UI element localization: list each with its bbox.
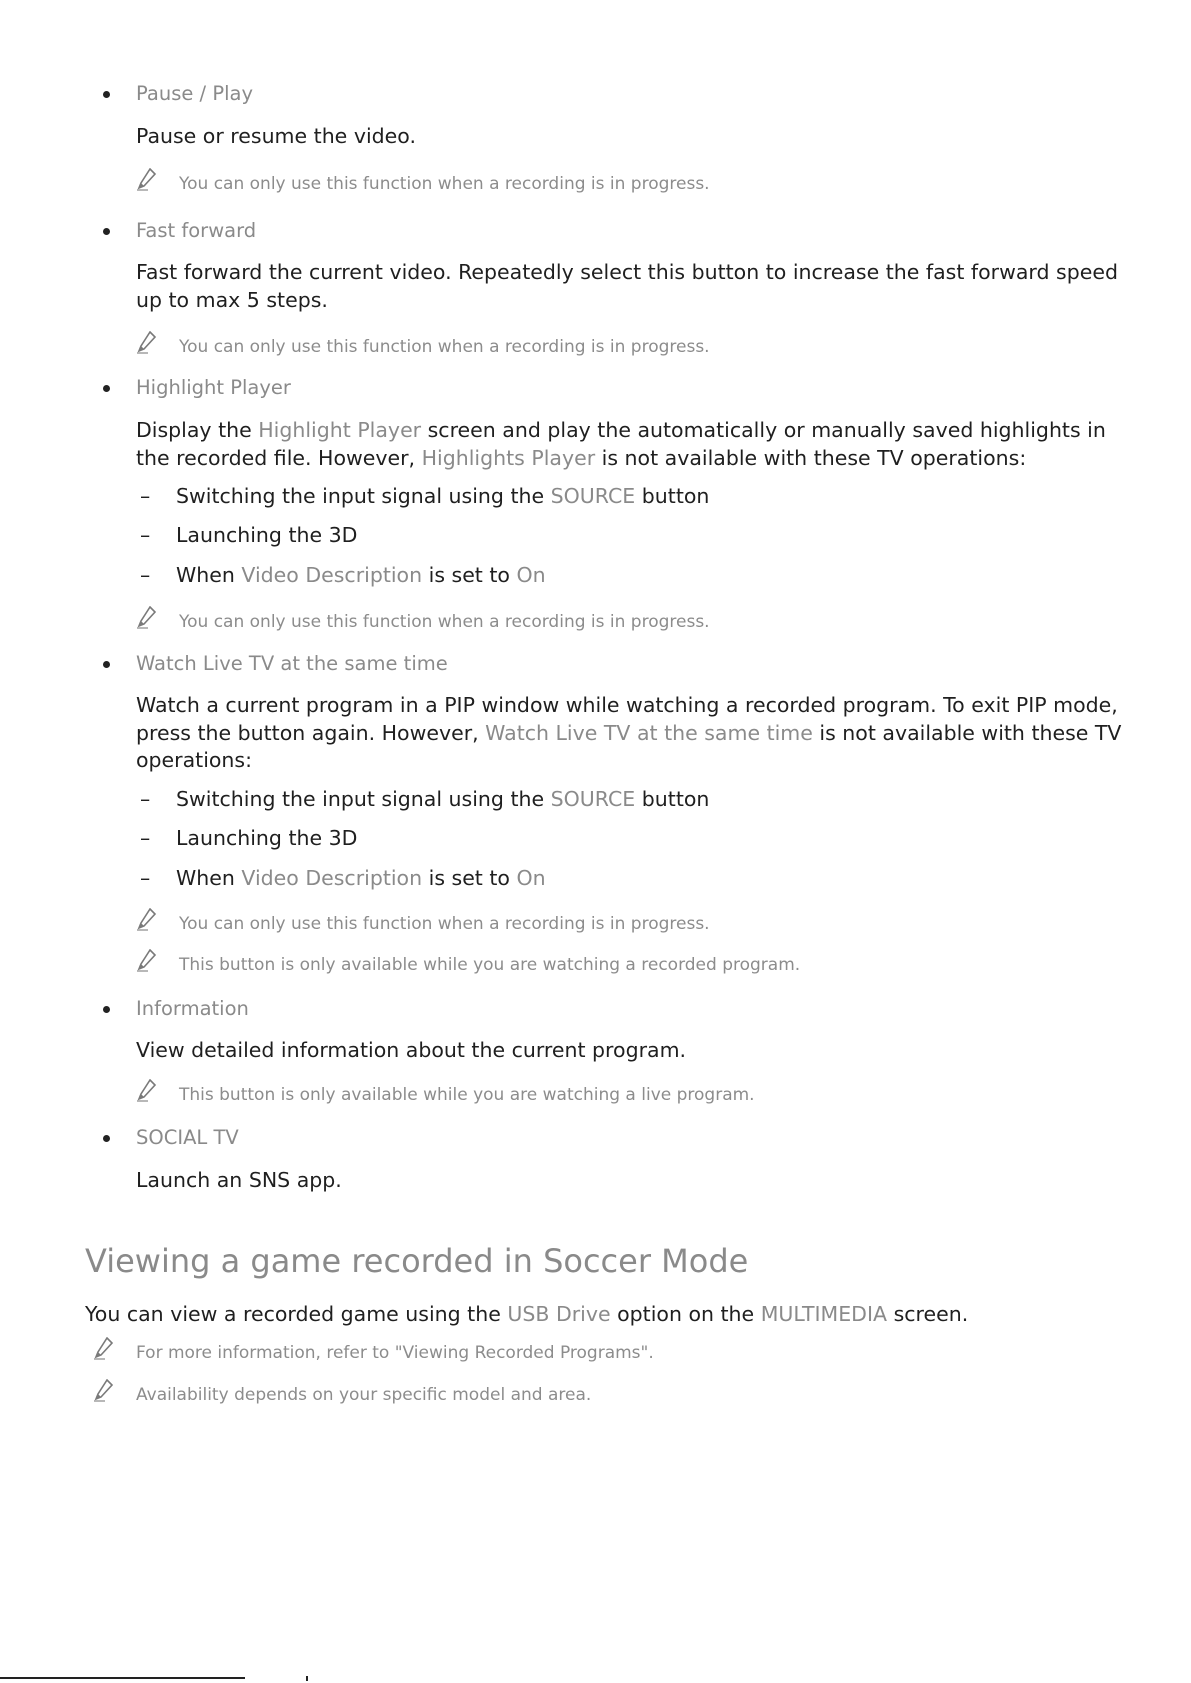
pencil-note-icon xyxy=(136,331,158,355)
bullet-icon xyxy=(103,1135,110,1142)
ui-term: Highlights Player xyxy=(421,446,596,470)
bullet-icon xyxy=(103,91,110,98)
text-run: screen. xyxy=(887,1302,969,1326)
note-text: This button is only available while you are watching a recorded program. xyxy=(179,955,801,975)
footer-rule xyxy=(0,1677,245,1679)
ui-term: USB Drive xyxy=(507,1302,611,1326)
dash-marker: – xyxy=(140,484,151,508)
text-run: is not available with these TV operations: xyxy=(595,446,1027,470)
text-run: Switching the input signal using the xyxy=(176,484,551,508)
sub-item-text xyxy=(176,787,709,811)
text-run: screen and play the automatically or manually saved highlights in xyxy=(421,418,1106,442)
ui-term: SOURCE xyxy=(550,484,636,508)
item-title-social-tv: SOCIAL TV xyxy=(136,1126,239,1149)
item-body: Launch an SNS app. xyxy=(136,1168,342,1192)
item-body: View detailed information about the current program. xyxy=(136,1038,687,1062)
item-body-line: Watch a current program in a PIP window while watching a recorded program. To exit PIP mode, xyxy=(136,693,1118,717)
note-text: For more information, refer to "Viewing Recorded Programs". xyxy=(136,1343,654,1363)
ui-term: Highlight Player xyxy=(258,418,422,442)
item-title-fast-forward: Fast forward xyxy=(136,219,257,242)
item-body-line: up to max 5 steps. xyxy=(136,288,328,312)
note-text: You can only use this function when a recording is in progress. xyxy=(179,337,710,357)
note-text: This button is only available while you are watching a live program. xyxy=(179,1085,755,1105)
bullet-icon xyxy=(103,1006,110,1013)
dash-marker: – xyxy=(140,787,151,811)
note-text: You can only use this function when a recording is in progress. xyxy=(179,914,710,934)
dash-marker: – xyxy=(140,563,151,587)
item-title-information: Information xyxy=(136,997,249,1020)
sub-item-text xyxy=(176,563,546,587)
footer-tick xyxy=(306,1676,308,1681)
text-run: is set to xyxy=(422,866,517,890)
bullet-icon xyxy=(103,661,110,668)
sub-item-text: Launching the 3D xyxy=(176,523,358,547)
item-title-highlight-player: Highlight Player xyxy=(136,376,291,399)
item-body-line: Fast forward the current video. Repeatedly select this button to increase the fast forward speed xyxy=(136,260,1118,284)
ui-term: SOURCE xyxy=(550,787,636,811)
item-body-line xyxy=(136,719,1122,747)
item-body-line xyxy=(136,416,1106,444)
ui-term: On xyxy=(516,563,546,587)
ui-term: On xyxy=(516,866,546,890)
sub-item-text xyxy=(176,866,546,890)
ui-term: Watch Live TV at the same time xyxy=(485,721,813,745)
text-run: When xyxy=(176,563,242,587)
text-run: option on the xyxy=(610,1302,761,1326)
text-run: You can view a recorded game using the xyxy=(85,1302,508,1326)
text-run: the recorded file. However, xyxy=(136,446,422,470)
pencil-note-icon xyxy=(136,949,158,973)
text-run: is set to xyxy=(422,563,517,587)
text-run: press the button again. However, xyxy=(136,721,486,745)
item-title-watch-live-tv: Watch Live TV at the same time xyxy=(136,652,448,675)
pencil-note-icon xyxy=(136,606,158,630)
text-run: Switching the input signal using the xyxy=(176,787,551,811)
pencil-note-icon xyxy=(136,168,158,192)
pencil-note-icon xyxy=(93,1379,115,1403)
note-text: You can only use this function when a recording is in progress. xyxy=(179,174,710,194)
text-run: button xyxy=(635,484,710,508)
item-body-line xyxy=(136,444,1096,472)
sub-item-text xyxy=(176,484,709,508)
ui-term: Video Description xyxy=(241,563,423,587)
section-heading: Viewing a game recorded in Soccer Mode xyxy=(85,1242,749,1280)
note-text: You can only use this function when a recording is in progress. xyxy=(179,612,710,632)
ui-term: Video Description xyxy=(241,866,423,890)
text-run: When xyxy=(176,866,242,890)
note-text: Availability depends on your specific model and area. xyxy=(136,1385,592,1405)
dash-marker: – xyxy=(140,826,151,850)
dash-marker: – xyxy=(140,523,151,547)
sub-item-text: Launching the 3D xyxy=(176,826,358,850)
text-run: is not available with these TV xyxy=(812,721,1122,745)
text-run: button xyxy=(635,787,710,811)
item-title-pause-play: Pause / Play xyxy=(136,82,253,105)
section-body xyxy=(85,1302,968,1326)
bullet-icon xyxy=(103,228,110,235)
pencil-note-icon xyxy=(136,908,158,932)
dash-marker: – xyxy=(140,866,151,890)
item-body: Pause or resume the video. xyxy=(136,124,416,148)
text-run: Display the xyxy=(136,418,259,442)
ui-term: MULTIMEDIA xyxy=(760,1302,888,1326)
pencil-note-icon xyxy=(93,1337,115,1361)
bullet-icon xyxy=(103,385,110,392)
pencil-note-icon xyxy=(136,1079,158,1103)
item-body-line: operations: xyxy=(136,748,253,772)
